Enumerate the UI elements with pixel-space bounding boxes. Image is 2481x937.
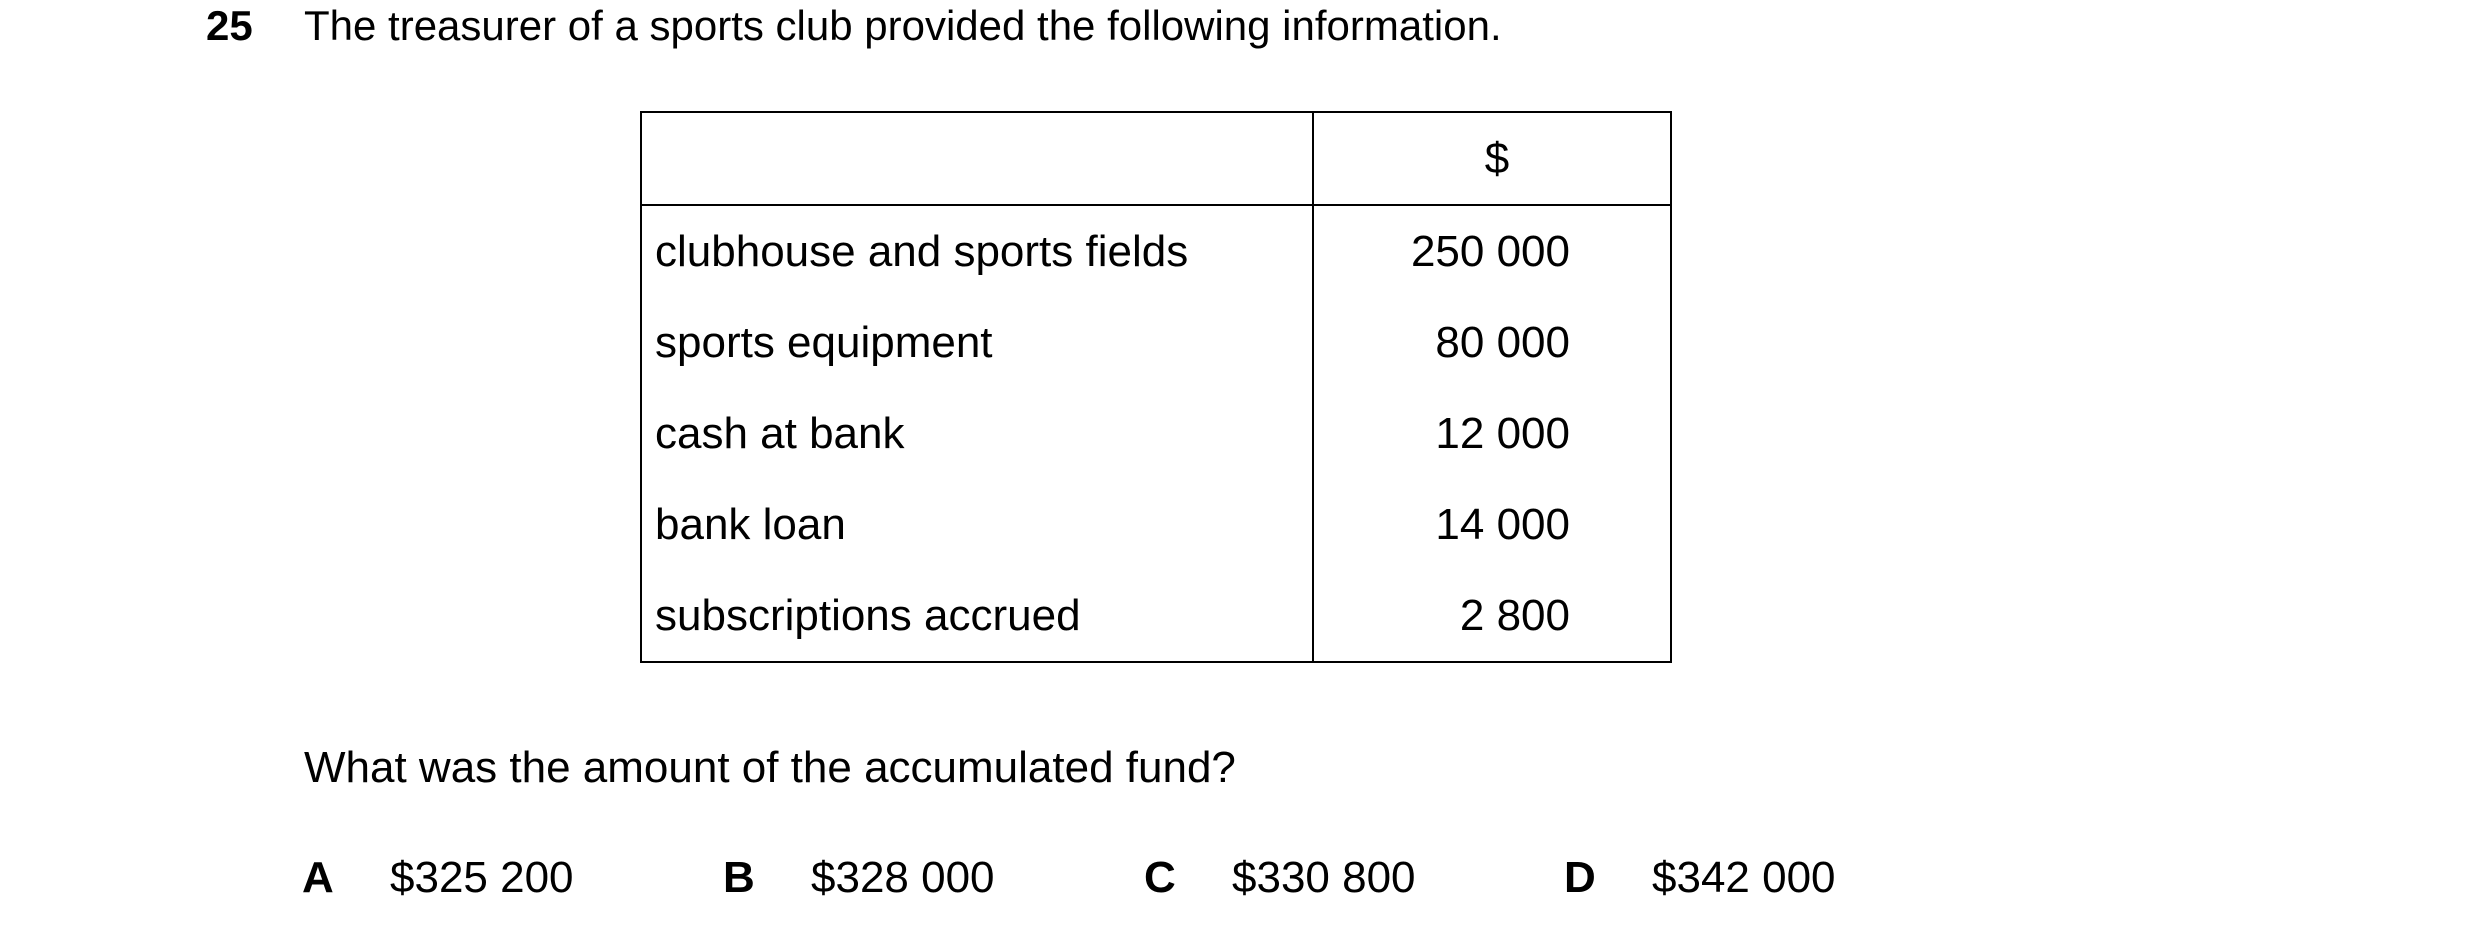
- option-letter: C: [1144, 853, 1176, 902]
- row-value: 14 000: [1313, 479, 1671, 570]
- row-label: bank loan: [641, 479, 1313, 570]
- accounts-table: [640, 111, 1672, 663]
- header-currency-cell: $: [1313, 112, 1671, 205]
- table-row: [641, 205, 1671, 297]
- option-c[interactable]: [1144, 852, 1416, 904]
- table-row: [641, 297, 1671, 388]
- option-letter: A: [302, 853, 334, 902]
- question-intro: The treasurer of a sports club provided the following information.: [304, 2, 1502, 49]
- row-label: clubhouse and sports fields: [641, 205, 1313, 297]
- table-row: [641, 388, 1671, 479]
- table-row: [641, 570, 1671, 662]
- table-row: [641, 479, 1671, 570]
- option-letter: B: [723, 853, 755, 902]
- option-letter: D: [1564, 853, 1596, 902]
- option-a[interactable]: [302, 852, 574, 904]
- row-value: 80 000: [1313, 297, 1671, 388]
- row-value: 2 800: [1313, 570, 1671, 662]
- question-prompt: What was the amount of the accumulated fund?: [304, 743, 1236, 792]
- answer-options: [0, 852, 2481, 908]
- table-header-row: [641, 112, 1671, 205]
- option-text: $342 000: [1652, 853, 1836, 902]
- row-value: 250 000: [1313, 205, 1671, 297]
- option-text: $325 200: [390, 853, 574, 902]
- option-d[interactable]: [1564, 852, 1836, 904]
- header-label-cell: [641, 112, 1313, 205]
- row-value: 12 000: [1313, 388, 1671, 479]
- option-text: $328 000: [811, 853, 995, 902]
- row-label: subscriptions accrued: [641, 570, 1313, 662]
- row-label: sports equipment: [641, 297, 1313, 388]
- option-b[interactable]: [723, 852, 995, 904]
- option-text: $330 800: [1232, 853, 1416, 902]
- question-number: 25: [206, 2, 253, 49]
- row-label: cash at bank: [641, 388, 1313, 479]
